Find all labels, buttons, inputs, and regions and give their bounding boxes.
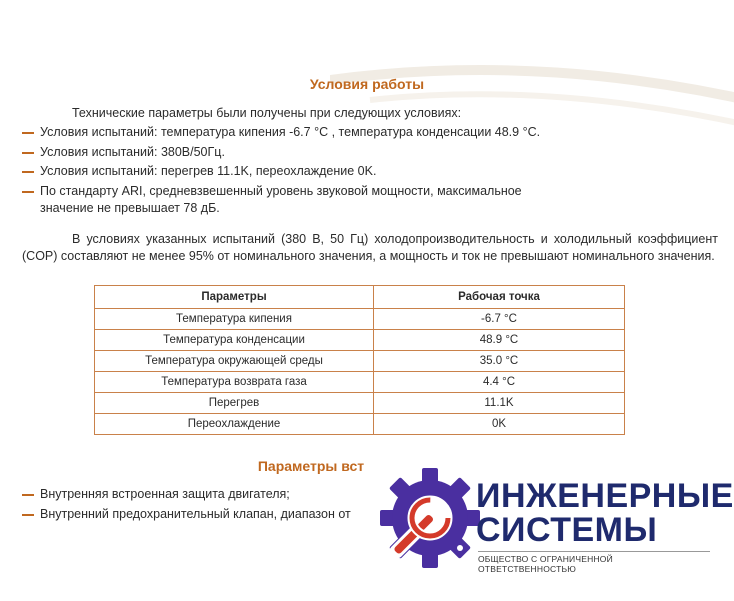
table-row	[95, 330, 625, 351]
paragraph-line: (COP) составляют не менее 95% от номинального значения, а мощность и ток не превышают номинального значения.	[22, 249, 715, 263]
table-cell: Температура кипения	[95, 309, 374, 330]
list-item: Условия испытаний: температура кипения -6.7 °C , температура конденсации 48.9 °C.	[22, 123, 540, 143]
paragraph-line: В условиях указанных испытаний (380 В, 50 Гц) холодопроизводительность и холодильный коэффициент	[72, 232, 718, 246]
gear-wrench-icon	[378, 463, 488, 573]
table-header-row	[95, 286, 625, 309]
table-cell: 0K	[374, 414, 625, 435]
column-header: Параметры	[95, 286, 374, 309]
table-row	[95, 414, 625, 435]
protection-list	[22, 485, 351, 524]
table-row	[95, 372, 625, 393]
table-cell: Переохлаждение	[95, 414, 374, 435]
list-item: Условия испытаний: 380В/50Гц.	[22, 143, 540, 163]
table-cell: 4.4 °C	[374, 372, 625, 393]
table-cell: 11.1K	[374, 393, 625, 414]
logo-subtitle: ОБЩЕСТВО С ОГРАНИЧЕННОЙ ОТВЕТСТВЕННОСТЬЮ	[478, 551, 710, 574]
table-cell: Перегрев	[95, 393, 374, 414]
conditions-list	[22, 123, 540, 201]
logo-title-line1: ИНЖЕНЕРНЫЕ	[476, 477, 734, 515]
table-cell: 35.0 °C	[374, 351, 625, 372]
table-cell: Температура возврата газа	[95, 372, 374, 393]
logo-title-line2: СИСТЕМЫ	[476, 511, 658, 549]
table-cell: -6.7 °C	[374, 309, 625, 330]
table-cell: 48.9 °C	[374, 330, 625, 351]
list-item: По стандарту ARI, средневзвешенный уровень звуковой мощности, максимальное	[22, 182, 540, 202]
parameters-table	[94, 285, 625, 435]
list-item-continuation: значение не превышает 78 дБ.	[40, 201, 220, 215]
table-cell: Температура окружающей среды	[95, 351, 374, 372]
table-cell: Температура конденсации	[95, 330, 374, 351]
list-item: Внутренний предохранительный клапан, диапазон от	[22, 505, 351, 525]
performance-paragraph	[22, 231, 718, 265]
list-item: Внутренняя встроенная защита двигателя;	[22, 485, 351, 505]
table-row	[95, 309, 625, 330]
intro-text: Технические параметры были получены при следующих условиях:	[72, 106, 462, 120]
column-header: Рабочая точка	[374, 286, 625, 309]
company-logo	[368, 455, 734, 585]
section-title-built-in-params: Параметры вст	[257, 458, 365, 474]
table-row	[95, 351, 625, 372]
table-row	[95, 393, 625, 414]
section-title-operating-conditions: Условия работы	[309, 76, 425, 92]
list-item: Условия испытаний: перегрев 11.1K, переохлаждение 0K.	[22, 162, 540, 182]
